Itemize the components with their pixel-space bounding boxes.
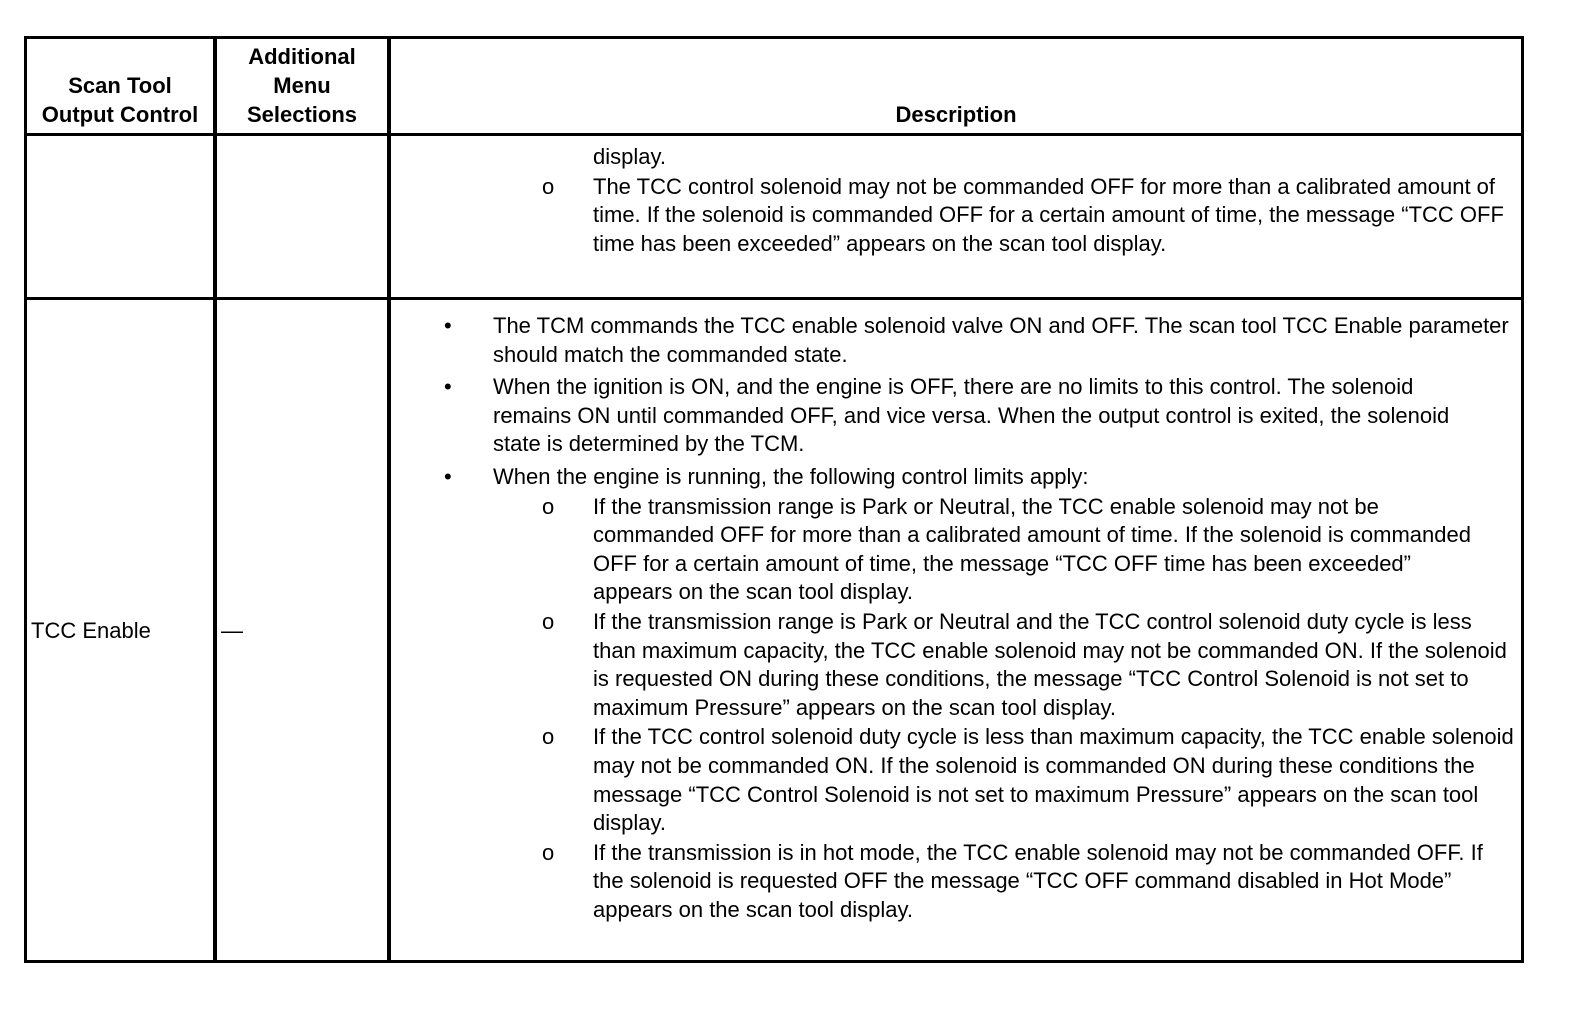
- sub-item-text: If the transmission range is Park or Neutral and the TCC control solenoid duty cycle is less than maximum capacity, the TCC enable solenoid may not be commanded ON. If the solenoid is requested ON during these conditions, the message “TCC Control Solenoid is not set to maximum Pressure” appears on the scan tool display.: [593, 608, 1507, 720]
- sub-item-text: If the TCC control solenoid duty cycle is less than maximum capacity, the TCC enable solenoid may not be commanded ON. If the solenoid is commanded ON during these conditions the message “TCC Control Solenoid is not set to maximum Pressure” appears on the scan tool display.: [593, 724, 1514, 836]
- bullet-marker: •: [444, 374, 452, 400]
- row-divider: [27, 297, 1521, 300]
- sub-list-item: [391, 608, 1517, 722]
- header-line: Scan Tool: [68, 73, 172, 98]
- sub-list-item: [391, 839, 1517, 925]
- bullet-marker: •: [444, 313, 452, 338]
- sub-list-item: [391, 173, 1517, 259]
- sub-item-text: If the transmission range is Park or Neutral, the TCC enable solenoid may not be commanded OFF for more than a calibrated amount of time. If the solenoid is commanded OFF for a certain amount of time, the message “TCC OFF time has been exceeded” appears on the scan tool display.: [593, 493, 1471, 605]
- sub-item-text: If the transmission is in hot mode, the TCC enable solenoid may not be commanded OFF. If the solenoid is requested OFF the message “TCC OFF command disabled in Hot Mode” appears on the scan tool display.: [593, 839, 1483, 922]
- row2-menu-selection: —: [221, 618, 243, 643]
- list-item-text: When the ignition is ON, and the engine is OFF, there are no limits to this control. The solenoid remains ON until commanded OFF, and vice versa. When the output control is exited, the solenoid state is determined by the TCM.: [493, 374, 1450, 457]
- continuation-text: display.: [593, 144, 666, 169]
- sub-bullet-marker: o: [542, 173, 555, 199]
- procedure-table: [24, 36, 1524, 963]
- column-divider-1: [213, 39, 217, 960]
- sub-list-item: [391, 493, 1517, 607]
- header-line: Description: [895, 102, 1017, 127]
- header-description: [391, 39, 1521, 135]
- header-additional-menu-selections: [217, 39, 387, 135]
- list-item-text: The TCM commands the TCC enable solenoid valve ON and OFF. The scan tool TCC Enable parameter should match the commanded state.: [493, 313, 1509, 367]
- bullet-marker: •: [444, 463, 452, 489]
- header-scan-tool-output-control: [27, 39, 213, 135]
- list-item: [391, 373, 1517, 459]
- list-item-text: When the engine is running, the following control limits apply:: [493, 463, 1089, 489]
- sub-item-text: The TCC control solenoid may not be commanded OFF for more than a calibrated amount of time. If the solenoid is commanded OFF for a certain amount of time, the message “TCC OFF time has been exceeded” appears on the scan tool display.: [593, 173, 1504, 256]
- sub-bullet-marker: o: [542, 724, 555, 750]
- sub-bullet-marker: o: [542, 608, 555, 634]
- header-line: Output Control: [41, 102, 199, 127]
- list-item: [391, 463, 1517, 492]
- row2-description: [391, 312, 1517, 924]
- header-line: Additional: [248, 44, 356, 69]
- header-line: Selections: [246, 102, 358, 127]
- row1-description: [391, 143, 1517, 258]
- sub-bullet-marker: o: [542, 839, 555, 865]
- sub-bullet-marker: o: [542, 493, 555, 519]
- sub-list-item: [391, 723, 1517, 837]
- header-line: Menu: [273, 73, 331, 98]
- list-item: [391, 312, 1517, 369]
- row2-output-control: TCC Enable: [31, 618, 151, 643]
